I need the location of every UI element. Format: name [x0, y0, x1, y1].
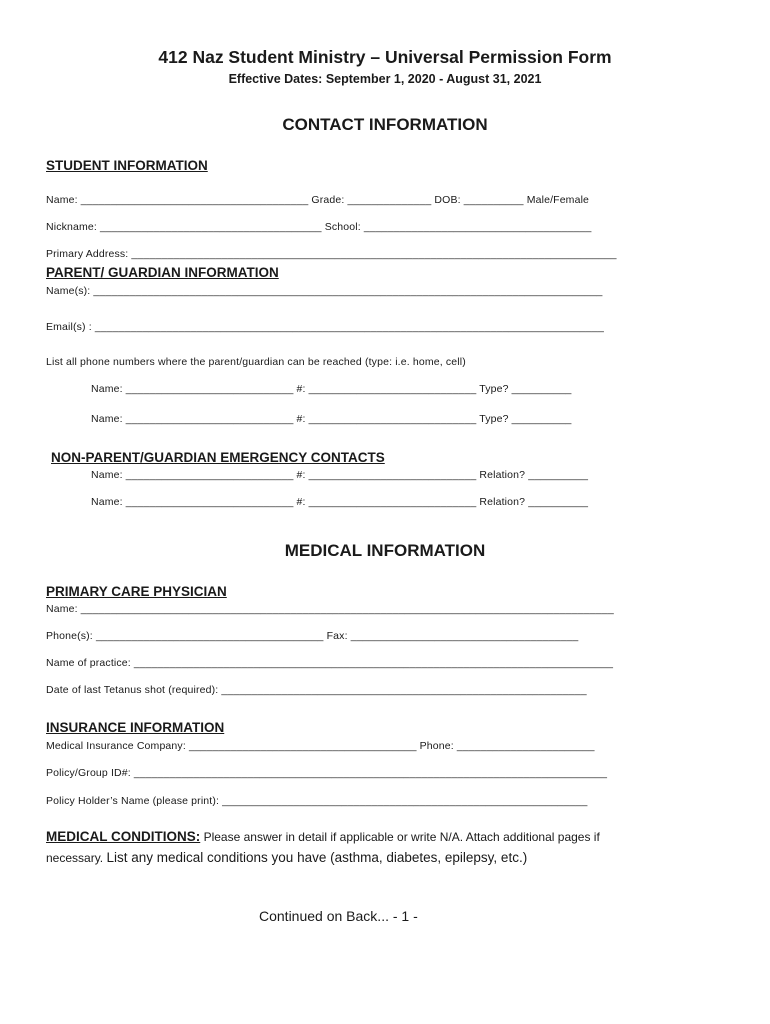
insurance-company-phone-line[interactable]: Medical Insurance Company: ______________________________________ Phone: _______________________ — [46, 740, 595, 752]
physician-heading: PRIMARY CARE PHYSICIAN — [46, 584, 227, 599]
medical-conditions-paragraph — [46, 829, 600, 844]
insurance-heading: INSURANCE INFORMATION — [46, 720, 225, 735]
medical-conditions-paragraph-line2 — [46, 850, 527, 865]
parent-phone-line-2[interactable]: Name: ____________________________ #: ____________________________ Type? __________ — [91, 413, 572, 425]
policy-holder-line[interactable]: Policy Holder’s Name (please print): _____________________________________________________________ — [46, 795, 588, 807]
phone-numbers-instructions: List all phone numbers where the parent/guardian can be reached (type: i.e. home, cell) — [46, 356, 466, 368]
emergency-contacts-heading: NON-PARENT/GUARDIAN EMERGENCY CONTACTS — [51, 450, 385, 465]
physician-phone-fax-line[interactable]: Phone(s): ______________________________________ Fax: ______________________________________ — [46, 630, 579, 642]
parent-info-heading: PARENT/ GUARDIAN INFORMATION — [46, 265, 279, 280]
parent-names-line[interactable]: Name(s): _____________________________________________________________________________________ — [46, 285, 603, 297]
medical-conditions-list-prompt: List any medical conditions you have (asthma, diabetes, epilepsy, etc.) — [106, 850, 528, 865]
student-nickname-school-line[interactable]: Nickname: _____________________________________ School: ______________________________________ — [46, 221, 592, 233]
policy-id-line[interactable]: Policy/Group ID#: _______________________________________________________________________________ — [46, 767, 608, 779]
medical-info-heading: MEDICAL INFORMATION — [284, 541, 486, 560]
medical-conditions-heading: MEDICAL CONDITIONS: — [46, 829, 201, 844]
page-footer: Continued on Back... - 1 - — [259, 908, 418, 924]
medical-conditions-necessary: necessary. — [46, 851, 107, 865]
effective-dates: Effective Dates: September 1, 2020 - August 31, 2021 — [228, 72, 542, 86]
contact-info-heading: CONTACT INFORMATION — [282, 115, 488, 134]
form-title: 412 Naz Student Ministry – Universal Permission Form — [158, 47, 612, 67]
emergency-contact-line-1[interactable]: Name: ____________________________ #: ____________________________ Relation? __________ — [91, 469, 589, 481]
tetanus-date-line[interactable]: Date of last Tetanus shot (required): _____________________________________________________________ — [46, 684, 587, 696]
student-address-line[interactable]: Primary Address: _________________________________________________________________________________ — [46, 248, 617, 260]
student-name-grade-dob-line[interactable]: Name: ______________________________________ Grade: ______________ DOB: __________ Male/Female — [46, 194, 590, 206]
medical-conditions-instructions: Please answer in detail if applicable or write N/A. Attach additional pages if — [200, 830, 600, 844]
parent-emails-line[interactable]: Email(s) : _____________________________________________________________________________________ — [46, 321, 605, 333]
emergency-contact-line-2[interactable]: Name: ____________________________ #: ____________________________ Relation? __________ — [91, 496, 589, 508]
practice-name-line[interactable]: Name of practice: ________________________________________________________________________________ — [46, 657, 614, 669]
student-info-heading: STUDENT INFORMATION — [46, 158, 208, 173]
physician-name-line[interactable]: Name: _________________________________________________________________________________________ — [46, 603, 614, 615]
parent-phone-line-1[interactable]: Name: ____________________________ #: ____________________________ Type? __________ — [91, 383, 572, 395]
